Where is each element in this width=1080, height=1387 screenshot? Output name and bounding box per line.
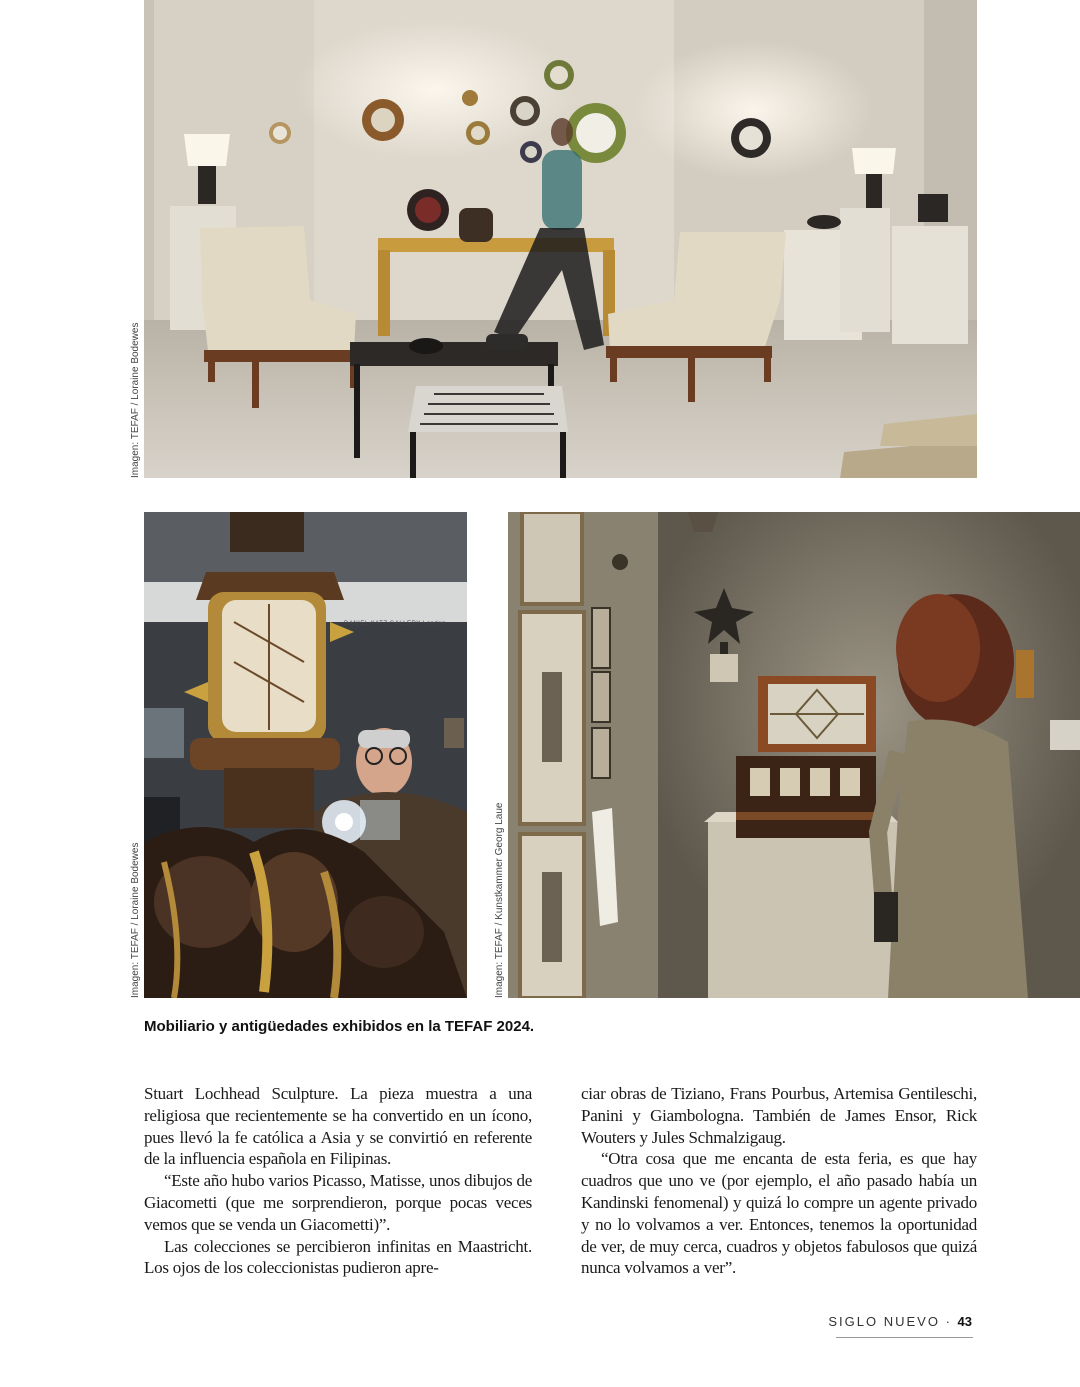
folio-separator: · xyxy=(945,1314,952,1329)
article-paragraph: Stuart Lochhead Sculpture. La pieza muestra a una religiosa que recientemente se ha convertido en un ícono, pues llevó la fe católica a Asia y se convirtió en referente de la influencia española en Filipinas. xyxy=(144,1084,532,1169)
page-number: 43 xyxy=(957,1314,972,1329)
article-paragraph: “Otra cosa que me encanta de esta feria, es que hay cuadros que uno ve (por ejemplo, el año pasado había un Kandinski fenomenal) y quizá lo compre un agente privado y no lo volvamos a ver. Entonces, tenemos la oportunidad de ver, de muy cerca, cuadros y objetos fabulosos que quizá nunca volvamos a ver”. xyxy=(581,1149,977,1278)
photo-credit-bottom-left: Imagen: TEFAF / Loraine Bodewes xyxy=(130,842,141,998)
photo-credit-top: Imagen: TEFAF / Loraine Bodewes xyxy=(130,322,141,478)
magazine-name: SIGLO NUEVO xyxy=(828,1314,940,1329)
article-column-left xyxy=(144,1083,532,1279)
article-paragraph: ciar obras de Tiziano, Frans Pourbus, Artemisa Gentileschi, Panini y Giambologna. También de James Ensor, Rick Wouters y Jules Schmalzigaug. xyxy=(581,1084,977,1147)
footer-rule xyxy=(836,1337,973,1338)
article-paragraph: “Este año hubo varios Picasso, Matisse, unos dibujos de Giacometti (que me sorprendieron, porque pocas veces vemos que se venda un Giacometti)”. xyxy=(144,1171,532,1234)
bottom-left-photo-inspection xyxy=(144,512,467,998)
photo-credit-bottom-right: Imagen: TEFAF / Kunstkammer Georg Laue xyxy=(494,802,505,998)
article-column-right xyxy=(581,1083,977,1279)
gallery-sign xyxy=(344,612,464,627)
gallery-sign-text: DANIEL KATZ GALLERY London xyxy=(344,621,446,627)
article-paragraph: Las colecciones se percibieron infinitas en Maastricht. Los ojos de los coleccionistas pudieron apre- xyxy=(144,1236,532,1278)
photo-caption: Mobiliario y antigüedades exhibidos en la TEFAF 2024. xyxy=(144,1018,535,1035)
page-footer xyxy=(828,1314,972,1329)
top-photo-showroom xyxy=(144,0,977,478)
bottom-right-photo-cabinet xyxy=(508,512,1080,998)
